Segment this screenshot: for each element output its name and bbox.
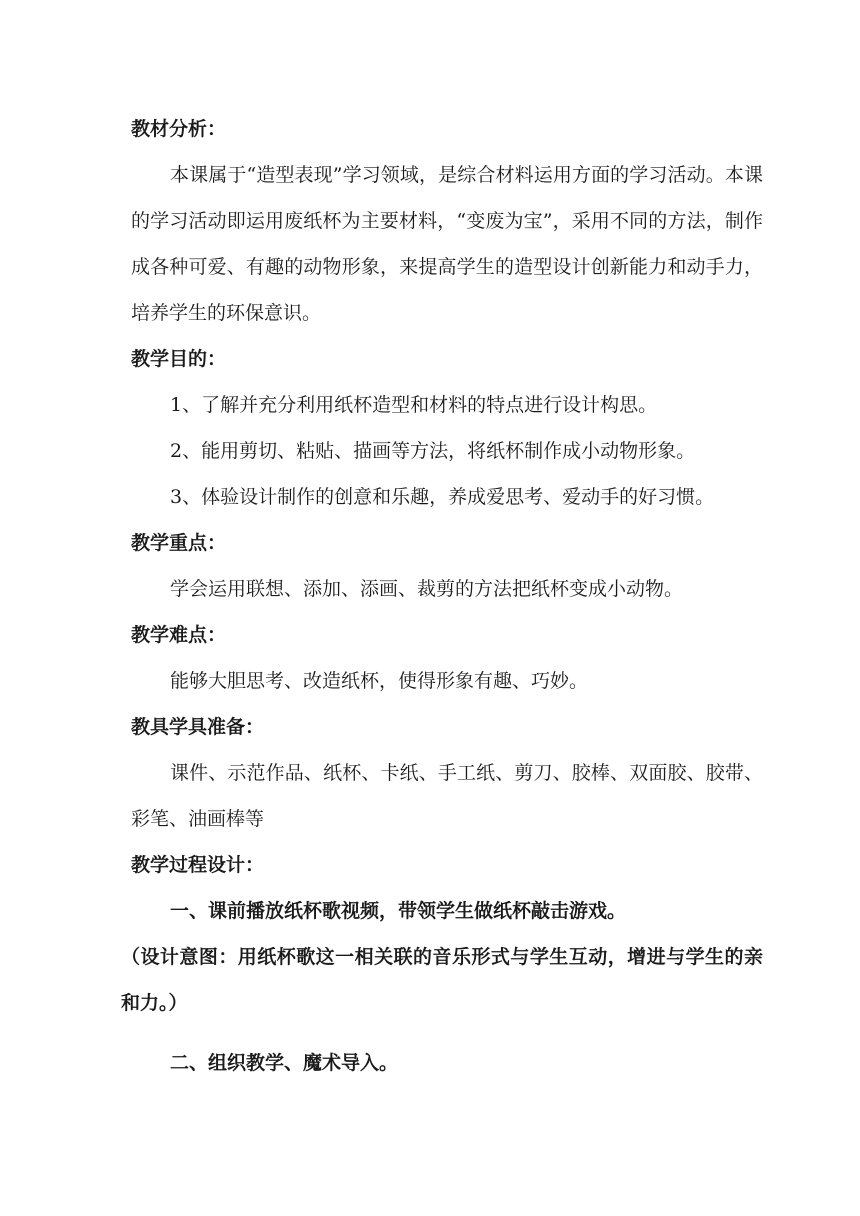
goal-item-1: 1、了解并充分利用纸杯造型和材料的特点进行设计构思。 <box>170 394 658 416</box>
spacer <box>131 1026 731 1040</box>
analysis-paragraph: 本课属于“造型表现”学习领域，是综合材料运用方面的学习活动。本课的学习活动即运用废纸杯为主要材料，“变废为宝”，采用不同的方法，制作成各种可爱、有趣的动物形象，来提高学生的造型设计创新能力和动手力，培养学生的环保意识。 <box>131 164 763 324</box>
difficulty-text: 能够大胆思考、改造纸杯，使得形象有趣、巧妙。 <box>170 670 589 692</box>
analysis-heading: 教材分析： <box>131 118 227 140</box>
focus-heading: 教学重点： <box>131 532 227 554</box>
difficulty-heading: 教学难点： <box>131 624 227 646</box>
goal-item-2: 2、能用剪切、粘贴、描画等方法，将纸杯制作成小动物形象。 <box>170 440 696 462</box>
goals-heading: 教学目的： <box>131 348 227 370</box>
materials-heading: 教具学具准备： <box>131 716 265 738</box>
focus-text: 学会运用联想、添加、添画、裁剪的方法把纸杯变成小动物。 <box>170 578 684 600</box>
process-step-1: 一、课前播放纸杯歌视频，带领学生做纸杯敲击游戏。 <box>170 900 627 922</box>
process-step-1-note: （设计意图：用纸杯歌这一相关联的音乐形式与学生互动，增进与学生的亲和力。） <box>121 946 763 1014</box>
process-step-2: 二、组织教学、魔术导入。 <box>170 1052 399 1074</box>
goal-item-3: 3、体验设计制作的创意和乐趣，养成爱思考、爱动手的好习惯。 <box>170 486 715 508</box>
document-body <box>121 106 763 1086</box>
process-heading: 教学过程设计： <box>131 854 265 876</box>
materials-text: 课件、示范作品、纸杯、卡纸、手工纸、剪刀、胶棒、双面胶、胶带、彩笔、油画棒等 <box>131 762 763 830</box>
